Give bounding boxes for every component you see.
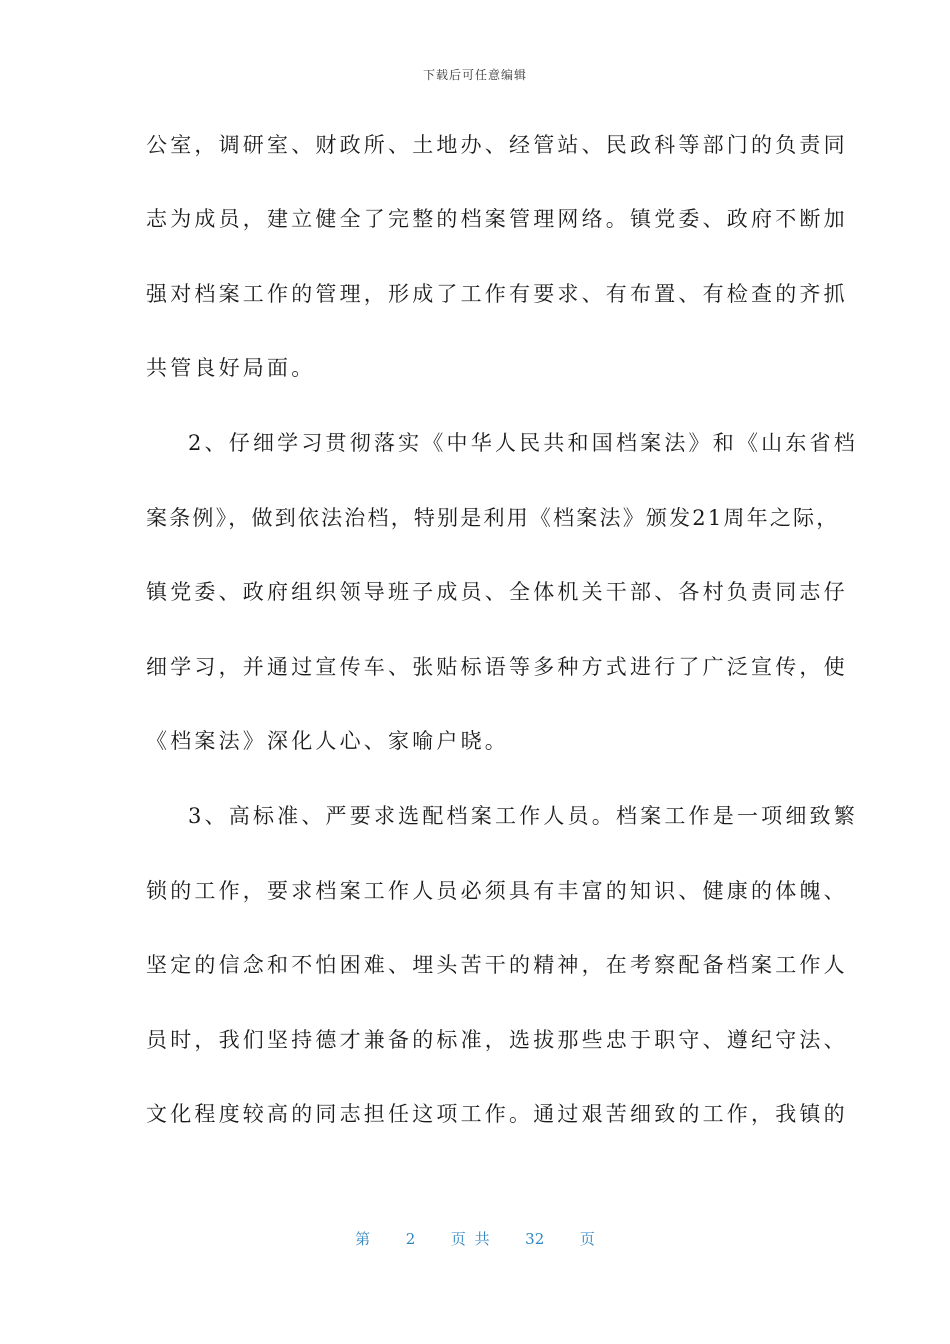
total-pages-number: 32: [525, 1230, 545, 1248]
footer-prefix: 第: [355, 1230, 371, 1248]
footer-middle: 页 共: [450, 1230, 490, 1248]
footer-suffix: 页: [579, 1230, 595, 1248]
page-header-note: 下载后可任意编辑: [422, 68, 527, 82]
text-line: 文化程度较高的同志担任这项工作。通过艰苦细致的工作，我镇的: [146, 1102, 848, 1126]
text-line: 强对档案工作的管理，形成了工作有要求、有布置、有检查的齐抓: [146, 282, 848, 306]
paragraph-2-first-line: 2、仔细学习贯彻落实《中华人民共和国档案法》和《山东省档: [188, 431, 858, 455]
text-line: 员时，我们坚持德才兼备的标准，选拔那些忠于职守、遵纪守法、: [146, 1028, 848, 1052]
text-line: 《档案法》深化人心、家喻户晓。: [146, 729, 509, 753]
text-line: 坚定的信念和不怕困难、埋头苦干的精神，在考察配备档案工作人: [146, 953, 848, 977]
text-line: 公室，调研室、财政所、土地办、经管站、民政科等部门的负责同: [146, 133, 848, 157]
text-line: 共管良好局面。: [146, 356, 316, 380]
page-number-footer: [0, 1228, 950, 1249]
text-line: 细学习，并通过宣传车、张贴标语等多种方式进行了广泛宣传，使: [146, 655, 848, 679]
text-line: 锁的工作，要求档案工作人员必须具有丰富的知识、健康的体魄、: [146, 879, 848, 903]
paragraph-3-first-line: 3、高标准、严要求选配档案工作人员。档案工作是一项细致繁: [188, 804, 858, 828]
text-line: 志为成员，建立健全了完整的档案管理网络。镇党委、政府不断加: [146, 207, 848, 231]
text-line: 镇党委、政府组织领导班子成员、全体机关干部、各村负责同志仔: [146, 580, 848, 604]
current-page-number: 2: [405, 1230, 416, 1248]
text-line: 案条例》，做到依法治档，特别是利用《档案法》颁发21周年之际，: [146, 506, 840, 530]
